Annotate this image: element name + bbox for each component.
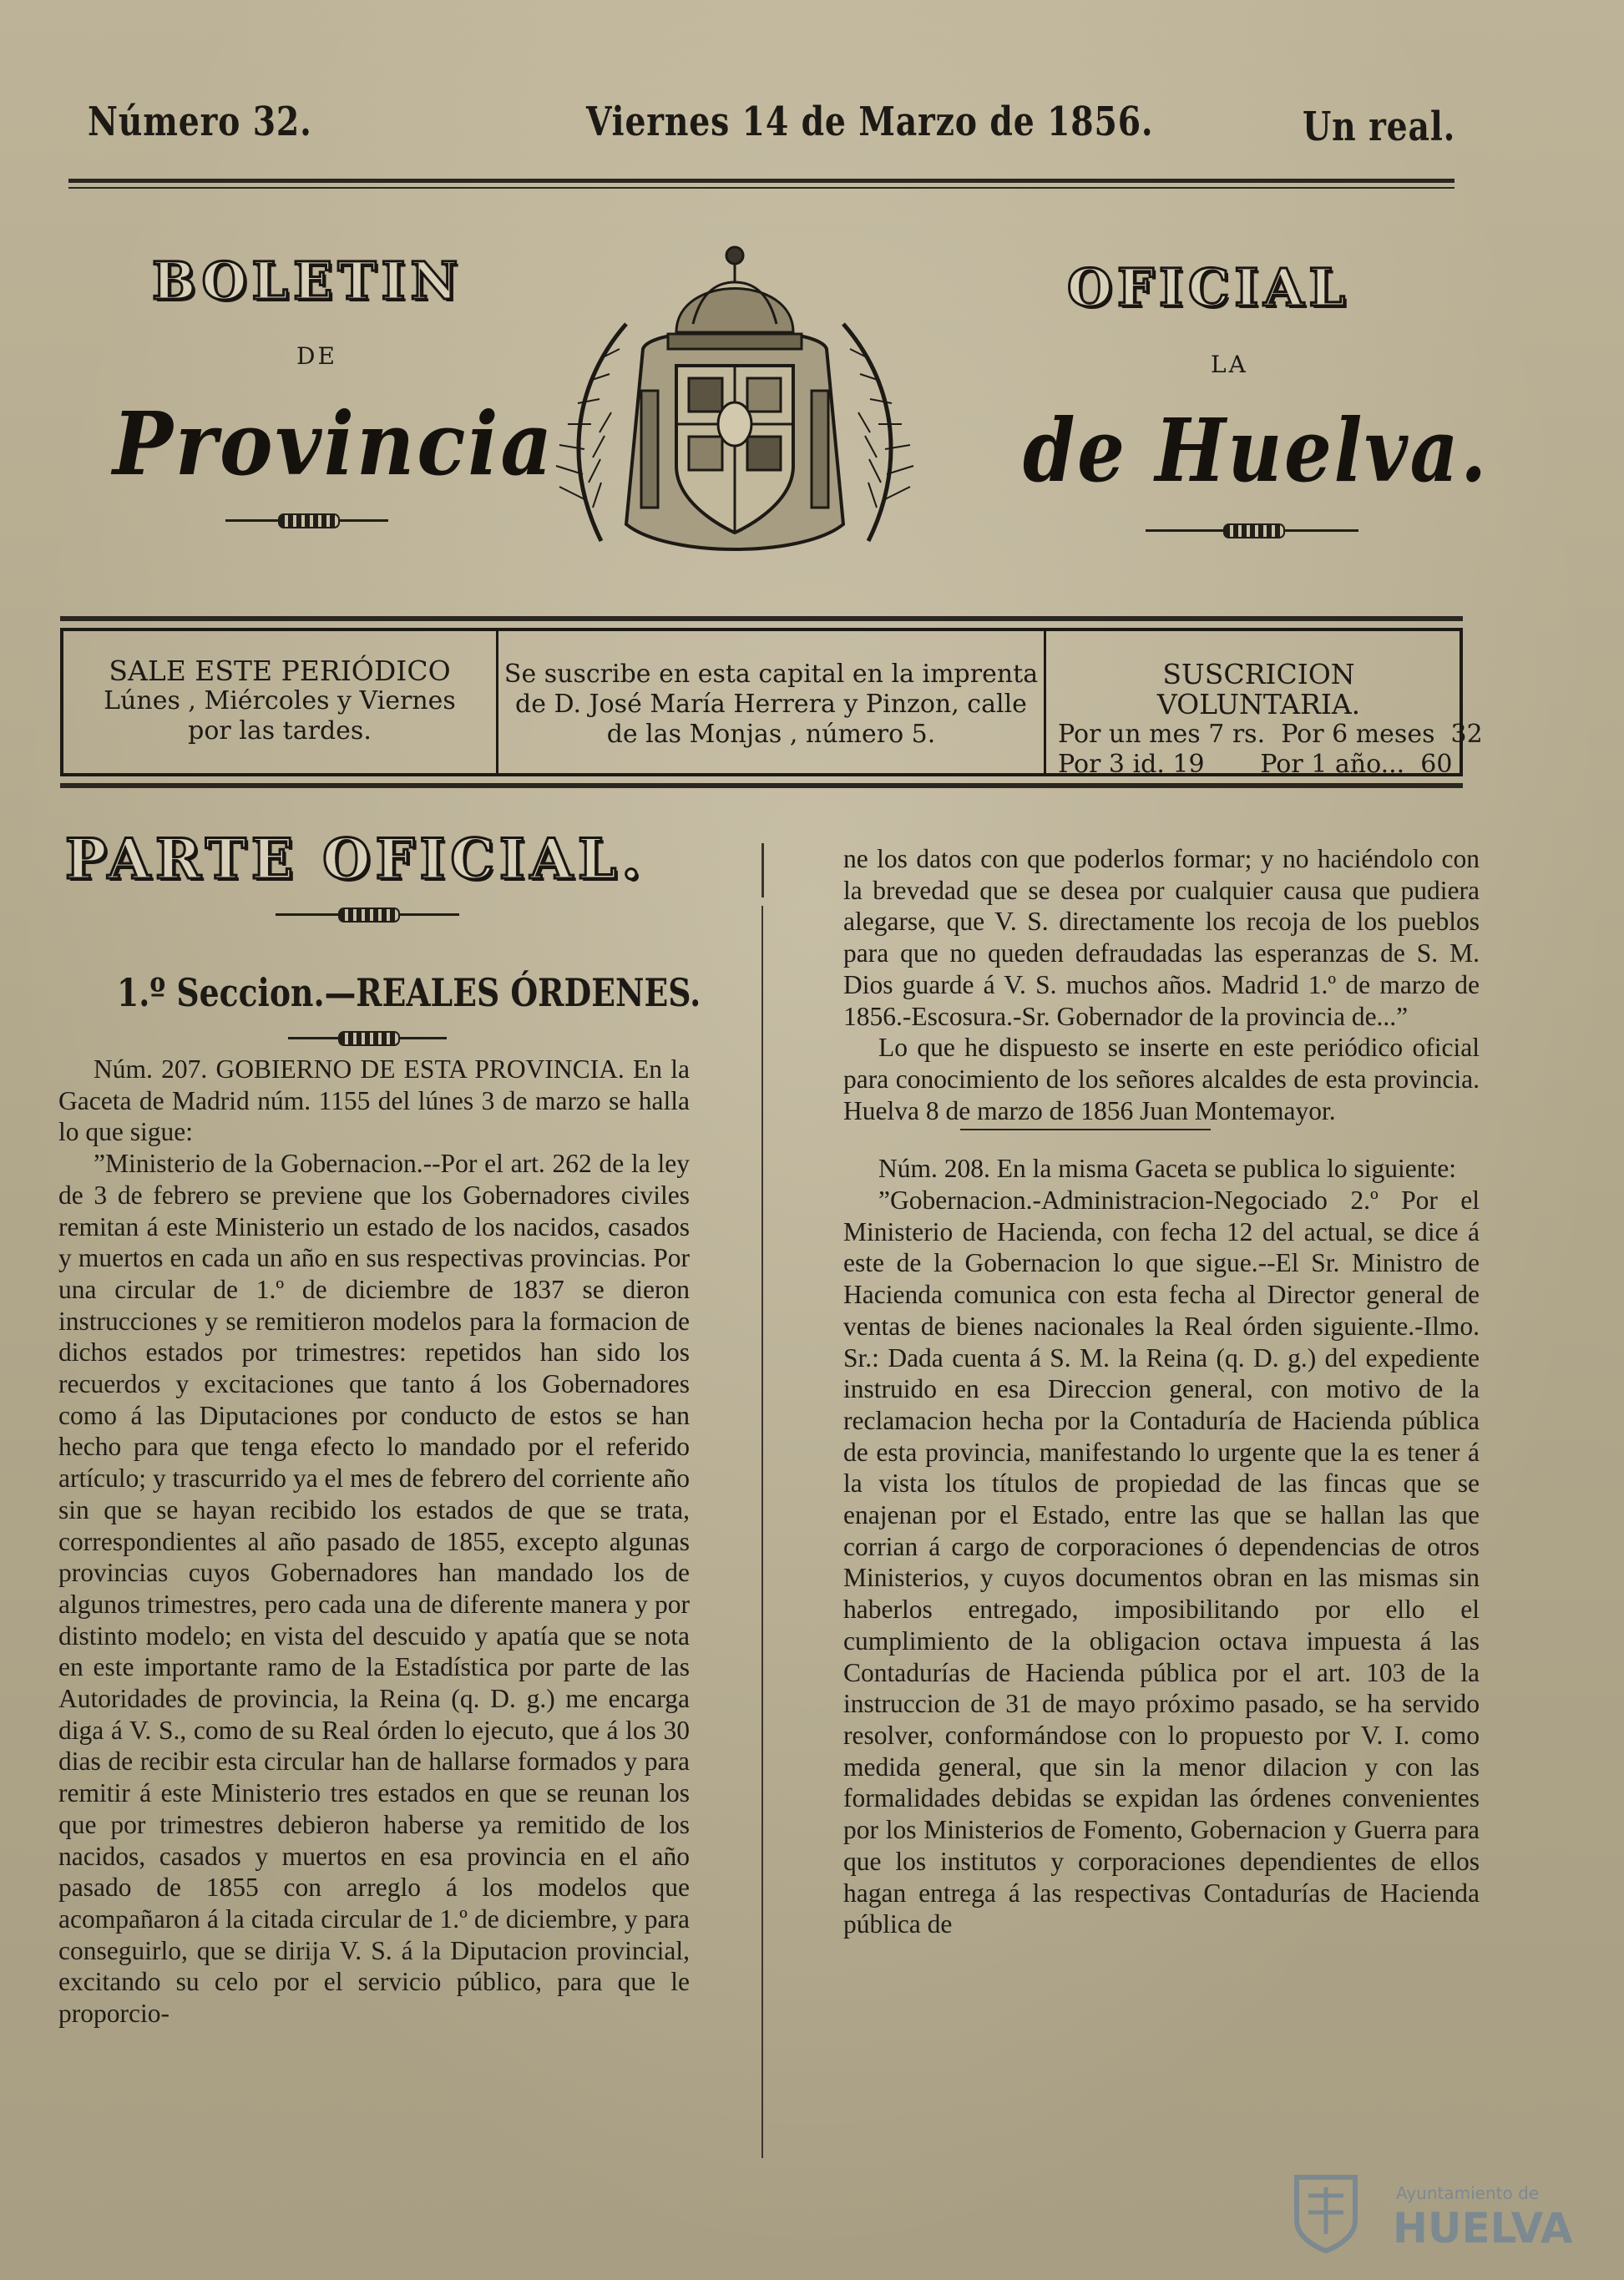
title-boletin: BOLETIN [152, 250, 463, 311]
watermark-small: Ayuntamiento de [1396, 2183, 1540, 2203]
article-207-closing: Lo que he dispuesto se inserte en este periódico oficial para conocimiento de los señores alcaldes de esta provincia. Huelva 8 de marzo de 1856 Juan Montemayor. [843, 1033, 1480, 1125]
right-column [843, 843, 1480, 1940]
subscription-schedule [63, 631, 496, 773]
address-line-3: de las Monjas , número 5. [606, 720, 936, 749]
coat-of-arms-icon [551, 224, 918, 574]
schedule-line-3: por las tardes. [188, 716, 372, 746]
subscription-prices [1044, 631, 1483, 779]
box-top-rule [60, 616, 1463, 621]
address-line-1: Se suscribe en esta capital en la imprenta [503, 660, 1039, 689]
article-207-body: ”Ministerio de la Gobernacion.--Por el art. 262 de la ley de 3 de febrero se previene que los Gobernadores civiles remitan á este Ministerio un estado de los nacidos, casados y muertos en cada un año en sus respectivas provincias. Por una circular de 1.º de diciembre de 1837 se dieron instrucciones y se remitieron modelos para la formacion de dichos estados por trimestres: repetidos han sido los recuerdos y excitaciones que tanto á los Gobernadores como á las Diputaciones por conducto de estos se han hecho para que tenga efecto lo mandado por el referido artículo; y trascurrido ya el mes de febrero del corriente año sin que se hayan recibido los estados de que se trata, correspondientes al año pasado de 1855, excepto algunas provincias cuyos Gobernadores han mandado los de algunos trimestres, pero cada una de diferente manera y por distinto modelo; en vista del descuido y apatía que se nota en este importante ramo de la Estadística por parte de las Autoridades de provincia, la Reina (q. D. g.) me encarga diga á V. S., como de su Real órden lo ejecuto, que á los 30 dias de recibir esta circular han de hallarse formados y para remitir á este Ministerio tres estados en que se reunan los que por trimestres debieron haberse ya remitido de los nacidos, casados y muertos en esa provincia en el año pasado de 1855 con arreglo á los modelos que acompañaron á la citada circular de 1.º de diciembre, y para conseguirlo, que se dirija V. S. á la Diputacion provincial, excitando su celo por el servicio público, para que le proporcio- [58, 1149, 690, 2029]
parte-oficial-heading: PARTE OFICIAL. [65, 827, 646, 892]
article-208-body: ”Gobernacion.-Administracion-Negociado 2.º Por el Ministerio de Hacienda, con fecha 12 del actual, se dice á este de la Gobernacion lo que sigue.--El Sr. Ministro de Hacienda comunica con esta fecha al Director general de ventas de bienes nacionales la Real órden siguiente.-Ilmo. Sr.: Dada cuenta á S. M. la Reina (q. D. g.) del expediente instruido en esa Direccion general, con motivo de la reclamacion hecha por la Contaduría de Hacienda pública de esta provincia, manifestando lo urgente que la es tener á la vista los títulos de propiedad de las fincas que se enajenan por el Estado, entre las que se hallan las que corrian á cargo de corporaciones ó dependencias de otros Ministerios, y cuyos documentos obran en las mismas sin haberlos entregado, imposibilitando por ello el cumplimiento de la obligacion octava impuesta á las Contadurías de Hacienda pública por el art. 103 de la instruccion de 31 de mayo próximo pasado, se ha servido resolver, conformándose con lo propuesto por V. I. como medida general, que sin la menor dilacion y con las formalidades debidas se expidan las órdenes convenientes por los Ministerios de Fomento, Gobernacion y Guerra para que los institutos y corporaciones dependientes de ellos hagan entrega á las respectivas Contadurías de Hacienda pública de [843, 1185, 1480, 1939]
article-207-continuation: ne los datos con que poderlos formar; y no haciéndolo con la brevedad que se desea por cualquier causa que pudiera alegarse, que V. S. directamente los recoja de los pueblos para que no queden defraudadas las esperanzas de S. M. Dios guarde á V. S. muchos años. Madrid 1.º de marzo de 1856.-Escosura.-Sr. Gobernador de la provincia de...” [843, 844, 1480, 1031]
schedule-line-1: SALE ESTE PERIÓDICO [109, 655, 451, 687]
issue-number: Número 32. [88, 99, 312, 145]
column-divider [761, 906, 763, 2158]
subscription-box [60, 628, 1483, 779]
address-line-2: de D. José María Herrera y Pinzon, calle [515, 690, 1027, 719]
prices-title: SUSCRICION VOLUNTARIA. [1156, 658, 1361, 720]
watermark-large: HUELVA [1393, 2204, 1573, 2252]
title-la: LA [1211, 351, 1248, 378]
reales-ordenes-heading: 1.º Seccion.—REALES ÓRDENES. [117, 970, 701, 1015]
title-de: DE [296, 342, 337, 370]
top-rule-thin [68, 187, 1455, 189]
schedule-line-2: Lúnes , Miércoles y Viernes [104, 686, 456, 715]
article-207-intro: Núm. 207. GOBIERNO DE ESTA PROVINCIA. En la Gaceta de Madrid núm. 1155 del lúnes 3 de marzo se halla lo que sigue: [58, 1054, 690, 1147]
title-ornament-right [1146, 528, 1358, 533]
issue-date: Viernes 14 de Marzo de 1856. [586, 99, 1154, 145]
issue-price: Un real. [1303, 104, 1456, 150]
title-oficial: OFICIAL [1067, 257, 1351, 318]
title-ornament-left [225, 518, 388, 523]
box-bottom-rule [60, 783, 1463, 788]
prices-line-2: Por 3 id. 19 Por 1 año... 60 [1058, 750, 1453, 779]
subscription-address [496, 631, 1044, 773]
prices-line-1: Por un mes 7 rs. Por 6 meses 32 [1058, 720, 1483, 749]
article-208-intro: Núm. 208. En la misma Gaceta se publica lo siguiente: [878, 1154, 1456, 1184]
section-ornament [276, 912, 459, 917]
title-provincia: Provincia [113, 392, 555, 495]
title-huelva: de Huelva. [1023, 399, 1489, 502]
subsection-ornament [288, 1035, 447, 1040]
city-shield-icon [1290, 2171, 1362, 2254]
article-separator [843, 1126, 1480, 1135]
top-rule [68, 179, 1455, 183]
column-divider-top [761, 843, 764, 897]
left-column [58, 1054, 690, 2030]
